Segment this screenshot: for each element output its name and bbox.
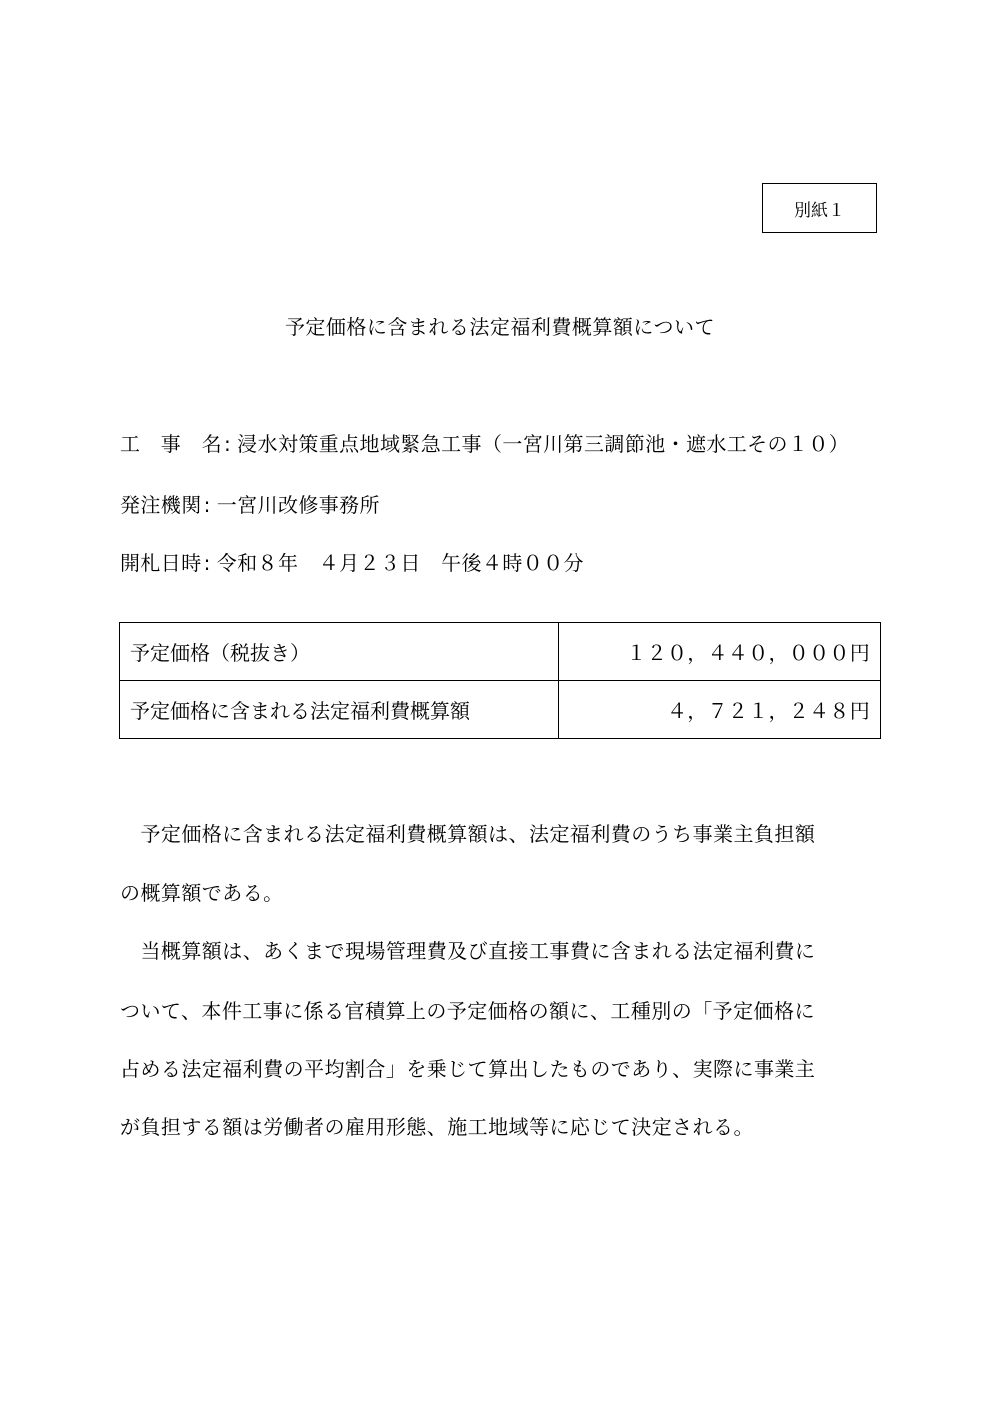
body-text-line: が負担する額は労働者の雇用形態、施工地域等に応じて決定される。 <box>120 1115 754 1139</box>
ordering-agency-line <box>120 489 380 518</box>
table-row <box>120 681 881 739</box>
body-text-line: 当概算額は、あくまで現場管理費及び直接工事費に含まれる法定福利費に <box>120 939 816 963</box>
construction-name-line <box>120 428 849 457</box>
body-text-line: 予定価格に含まれる法定福利費概算額は、法定福利費のうち事業主負担額 <box>120 822 816 846</box>
ordering-agency-separator: : <box>203 493 211 517</box>
estimated-price-label: 予定価格（税抜き） <box>120 623 559 681</box>
bid-opening-line <box>120 547 584 576</box>
body-text-line: 占める法定福利費の平均割合」を乗じて算出したものであり、実際に事業主 <box>120 1057 816 1081</box>
construction-name-label: 工 事 名 <box>120 432 222 456</box>
ordering-agency-label: 発注機関 <box>120 493 202 517</box>
estimated-price-value: １２０，４４０，０００円 <box>559 623 881 681</box>
welfare-cost-label: 予定価格に含まれる法定福利費概算額 <box>120 681 559 739</box>
ordering-agency-value: 一宮川改修事務所 <box>216 493 380 517</box>
appendix-label: 別紙１ <box>762 183 877 233</box>
welfare-cost-value: ４，７２１，２４８円 <box>559 681 881 739</box>
bid-opening-separator: : <box>203 551 211 575</box>
body-text-line: ついて、本件工事に係る官積算上の予定価格の額に、工種別の「予定価格に <box>120 999 815 1023</box>
price-table <box>119 622 881 739</box>
construction-name-separator: : <box>224 432 232 456</box>
table-row <box>120 623 881 681</box>
construction-name-value: 浸水対策重点地域緊急工事（一宮川第三調節池・遮水工その１０） <box>237 432 850 456</box>
bid-opening-value: 令和８年 ４月２３日 午後４時００分 <box>216 551 584 575</box>
bid-opening-label: 開札日時 <box>120 551 202 575</box>
document-title: 予定価格に含まれる法定福利費概算額について <box>284 315 716 339</box>
body-text-line: の概算額である。 <box>120 881 284 905</box>
